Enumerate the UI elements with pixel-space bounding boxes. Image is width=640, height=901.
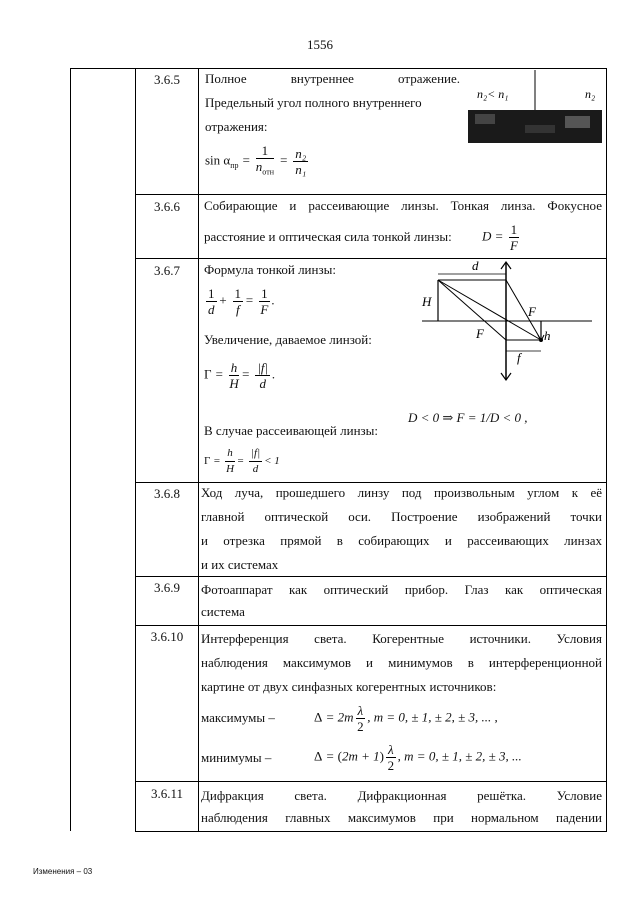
label-h: h: [544, 328, 551, 343]
thin-lens-ray-diagram: [410, 258, 600, 388]
row-number: 3.6.7: [154, 263, 180, 278]
label-f: f: [517, 350, 521, 365]
label-F-left: F: [476, 326, 484, 341]
table-right-border: [606, 68, 607, 831]
magnification-formula: Γ = $\frac{h}{H}$ = $\frac{|f|}{d}$ .: [204, 360, 276, 391]
row-text-line: отражения:: [205, 119, 268, 134]
figure-label-left: n₂< n₁: [477, 87, 509, 101]
row-text-line: главной оптической оси. Построение изображений точки: [201, 509, 602, 524]
row-divider: [135, 781, 607, 782]
maxima-label: максимумы –: [201, 710, 275, 725]
table-left-border: [70, 68, 71, 831]
row-text-line: Интерференция света. Когерентные источники. Условия: [201, 631, 602, 646]
row-text-line: система: [201, 604, 245, 619]
label-d: d: [472, 258, 479, 273]
row-number: 3.6.11: [150, 786, 184, 801]
minima-formula: Δ = (2m + 1) $\frac{\lambda}{2}$ , m = 0, ± 1, ± 2, ± 3, ...: [314, 742, 522, 773]
row-text-line: Формула тонкой линзы:: [204, 262, 336, 277]
row-text-line: и их системах: [201, 557, 279, 572]
thin-lens-formula: $\frac{1}{d}$ + $\frac{1}{f}$ = $\frac{1}{F}$ .: [208, 286, 275, 317]
row-text-line: и отрезка прямой в собирающих и рассеивающих линзах: [201, 533, 602, 548]
table-col-divider-2: [198, 68, 199, 831]
row-text-line: Увеличение, даваемое линзой:: [204, 332, 372, 347]
row-text-line: Полное внутреннее отражение.: [205, 71, 460, 86]
total-internal-reflection-figure: [465, 70, 605, 165]
row-number: 3.6.8: [154, 486, 180, 501]
optical-power-formula: D = $\frac{1}{F}$: [482, 222, 518, 253]
row-text-line: наблюдения максимумов и минимумов в интерференционной: [201, 655, 602, 670]
page-number: 1556: [307, 37, 333, 52]
row-text-line: Предельный угол полного внутреннего: [205, 95, 422, 110]
row-divider: [135, 625, 607, 626]
row-text-line: Фотоаппарат как оптический прибор. Глаз как оптическая: [201, 582, 602, 597]
row-text-line: расстояние и оптическая сила тонкой линзы:: [204, 229, 452, 244]
table-bottom-border: [135, 831, 607, 832]
row-text-line: Ход луча, прошедшего линзу под произвольным углом к её: [201, 485, 602, 500]
figure-label-right: n₂: [585, 87, 596, 101]
row-text-line: картине от двух синфазных когерентных источников:: [201, 679, 497, 694]
label-F-right: F: [528, 304, 536, 319]
critical-angle-formula: $\sin \alpha_{пр}$ = $\frac{1}{n_{отн}}$ = $\frac{\text{n₂}}{\text{n₁}}$: [205, 143, 307, 177]
table-col-divider-1: [135, 68, 136, 831]
minima-label: минимумы –: [201, 750, 272, 765]
row-number: 3.6.6: [154, 199, 180, 214]
row-text-line: Дифракция света. Дифракционная решётка. Условие: [201, 788, 602, 803]
footer-revision: Изменения – 03: [33, 867, 93, 876]
row-text-line: наблюдения главных максимумов при нормальном падении: [201, 810, 602, 825]
row-text-line: В случае рассеивающей линзы:: [204, 423, 379, 438]
row-number: 3.6.10: [150, 629, 184, 644]
diverging-magnification-formula: Γ = $\frac{h}{H}$ = $\frac{|f|}{d}$ < 1: [204, 447, 280, 475]
row-text-line: Собирающие и рассеивающие линзы. Тонкая линза. Фокусное: [204, 198, 602, 213]
label-H: H: [422, 294, 432, 309]
row-number: 3.6.9: [154, 580, 180, 595]
diverging-lens-condition: D < 0 ⇒ F = 1/D < 0 ,: [408, 410, 528, 425]
maxima-formula: Δ = 2m $\frac{\lambda}{2}$ , m = 0, ± 1, ± 2, ± 3, ... ,: [314, 703, 498, 734]
row-number: 3.6.5: [154, 72, 180, 87]
